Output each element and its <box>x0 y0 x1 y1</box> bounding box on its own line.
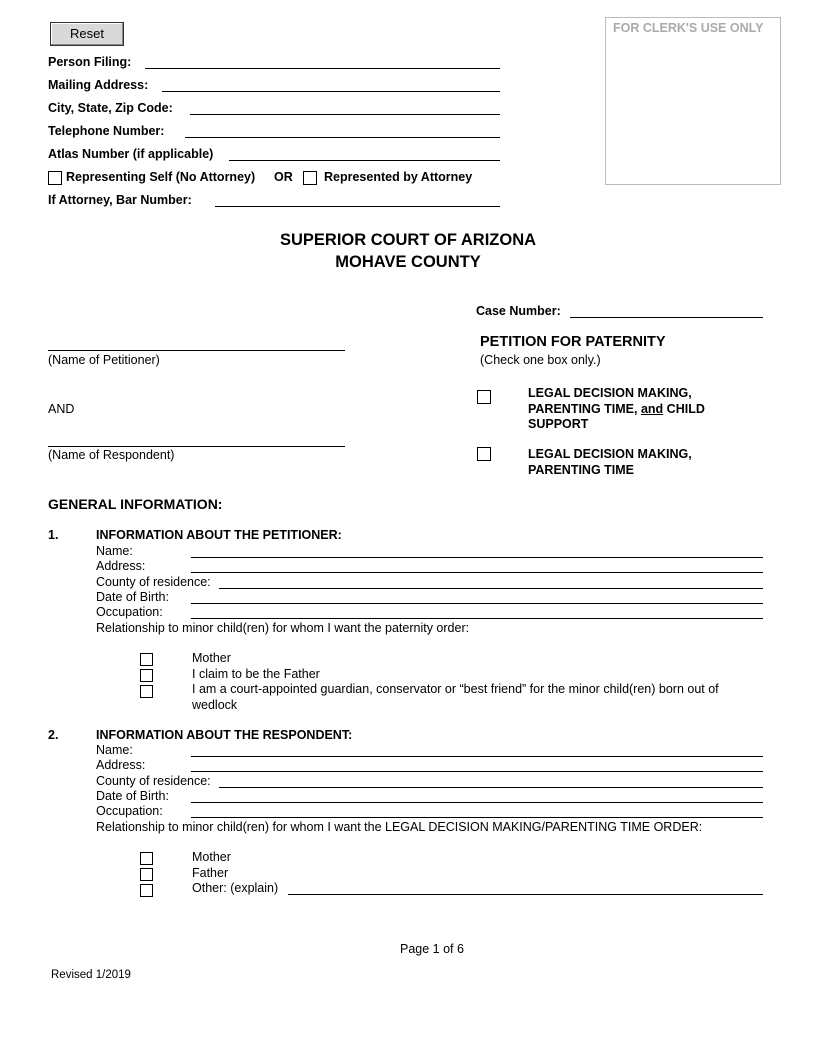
section2-number: 2. <box>48 728 59 742</box>
atlas-number-input[interactable] <box>229 145 500 160</box>
bar-number-input[interactable] <box>215 191 500 206</box>
petitioner-father-checkbox[interactable] <box>140 669 153 682</box>
petitioner-guardian-label: I am a court-appointed guardian, conservator or “best friend” for the minor child(ren) born out of <box>192 682 719 696</box>
petitioner-occupation-label: Occupation: <box>96 605 163 619</box>
or-label: OR <box>274 170 293 184</box>
represented-by-attorney-checkbox[interactable] <box>303 171 317 185</box>
respondent-other-line <box>288 894 763 895</box>
city-state-zip-label: City, State, Zip Code: <box>48 101 173 115</box>
section2-heading: INFORMATION ABOUT THE RESPONDENT: <box>96 728 353 742</box>
bar-number-line <box>215 206 500 207</box>
petitioner-name-field[interactable] <box>191 542 763 557</box>
respondent-other-label: Other: (explain) <box>192 881 279 895</box>
petitioner-dob-label: Date of Birth: <box>96 590 169 604</box>
petitioner-guardian-checkbox[interactable] <box>140 685 153 698</box>
person-filing-label: Person Filing: <box>48 55 132 69</box>
petitioner-occupation-field[interactable] <box>191 603 763 618</box>
respondent-address-field[interactable] <box>191 756 763 771</box>
respondent-county-label: County of residence: <box>96 774 211 788</box>
respondent-occupation-field[interactable] <box>191 802 763 817</box>
telephone-input[interactable] <box>185 122 500 137</box>
clerk-box-title: FOR CLERK'S USE ONLY <box>613 21 764 35</box>
petition-title: PETITION FOR PATERNITY <box>480 334 666 350</box>
case-number-line <box>570 317 763 318</box>
petitioner-father-label: I claim to be the Father <box>192 667 320 681</box>
person-filing-line <box>145 68 500 69</box>
bar-number-label: If Attorney, Bar Number: <box>48 193 192 207</box>
respondent-name-input[interactable] <box>48 431 345 446</box>
petitioner-name-label: Name: <box>96 544 133 558</box>
and-label: AND <box>48 402 75 416</box>
person-filing-input[interactable] <box>145 53 500 68</box>
telephone-label: Telephone Number: <box>48 124 165 138</box>
respondent-occupation-label: Occupation: <box>96 804 163 818</box>
petitioner-county-label: County of residence: <box>96 575 211 589</box>
represented-by-attorney-label: Represented by Attorney <box>324 170 473 184</box>
option-ldm-pt-child-support-label: LEGAL DECISION MAKING, PARENTING TIME, and CHILD SUPPORT <box>528 386 705 431</box>
respondent-dob-label: Date of Birth: <box>96 789 169 803</box>
petitioner-relationship-label: Relationship to minor child(ren) for whom I want the paternity order: <box>96 621 470 635</box>
petitioner-address-label: Address: <box>96 559 146 573</box>
respondent-county-field[interactable] <box>219 772 763 787</box>
case-number-label: Case Number: <box>476 304 561 318</box>
respondent-address-label: Address: <box>96 758 146 772</box>
county-title: MOHAVE COUNTY <box>335 253 481 271</box>
city-state-zip-input[interactable] <box>190 99 500 114</box>
atlas-number-line <box>229 160 500 161</box>
atlas-number-label: Atlas Number (if applicable) <box>48 147 214 161</box>
petitioner-name-input[interactable] <box>48 335 345 350</box>
case-number-input[interactable] <box>570 302 763 317</box>
petitioner-county-field[interactable] <box>219 573 763 588</box>
general-info-heading: GENERAL INFORMATION: <box>48 496 223 512</box>
respondent-other-field[interactable] <box>288 879 763 894</box>
revised-date: Revised 1/2019 <box>51 969 131 981</box>
option-ldm-pt-checkbox[interactable] <box>477 447 491 461</box>
respondent-father-checkbox[interactable] <box>140 868 153 881</box>
petitioner-occupation-line <box>191 618 763 619</box>
petitioner-mother-label: Mother <box>192 651 231 665</box>
petition-instruction: (Check one box only.) <box>480 353 601 367</box>
respondent-name-field[interactable] <box>191 741 763 756</box>
respondent-name-line <box>48 446 345 447</box>
court-title: SUPERIOR COURT OF ARIZONA <box>279 231 537 249</box>
respondent-dob-field[interactable] <box>191 787 763 802</box>
respondent-father-label: Father <box>192 866 229 880</box>
respondent-relationship-label: Relationship to minor child(ren) for whom I want the LEGAL DECISION MAKING/PARENTING TIME ORDER: <box>96 820 703 834</box>
reset-button[interactable]: Reset <box>50 22 124 46</box>
mailing-address-label: Mailing Address: <box>48 78 149 92</box>
mailing-address-line <box>162 91 500 92</box>
petitioner-dob-field[interactable] <box>191 588 763 603</box>
section1-number: 1. <box>48 528 59 542</box>
respondent-mother-label: Mother <box>192 850 231 864</box>
option-ldm-pt-child-support-checkbox[interactable] <box>477 390 491 404</box>
respondent-occupation-line <box>191 817 763 818</box>
clerk-use-box <box>605 17 781 185</box>
respondent-name-label: Name: <box>96 743 133 757</box>
city-state-zip-line <box>190 114 500 115</box>
representing-self-label: Representing Self (No Attorney) <box>66 170 256 184</box>
petitioner-guardian-label-cont: wedlock <box>192 698 238 712</box>
telephone-line <box>185 137 500 138</box>
representing-self-checkbox[interactable] <box>48 171 62 185</box>
mailing-address-input[interactable] <box>162 76 500 91</box>
petitioner-mother-checkbox[interactable] <box>140 653 153 666</box>
page-number: Page 1 of 6 <box>400 942 464 956</box>
section1-heading: INFORMATION ABOUT THE PETITIONER: <box>96 528 342 542</box>
option-ldm-pt-label: LEGAL DECISION MAKING, PARENTING TIME <box>528 447 692 477</box>
respondent-name-caption: (Name of Respondent) <box>48 448 175 462</box>
respondent-mother-checkbox[interactable] <box>140 852 153 865</box>
petitioner-name-caption: (Name of Petitioner) <box>48 353 160 367</box>
petitioner-name-line <box>48 350 345 351</box>
petitioner-address-field[interactable] <box>191 557 763 572</box>
respondent-other-checkbox[interactable] <box>140 884 153 897</box>
